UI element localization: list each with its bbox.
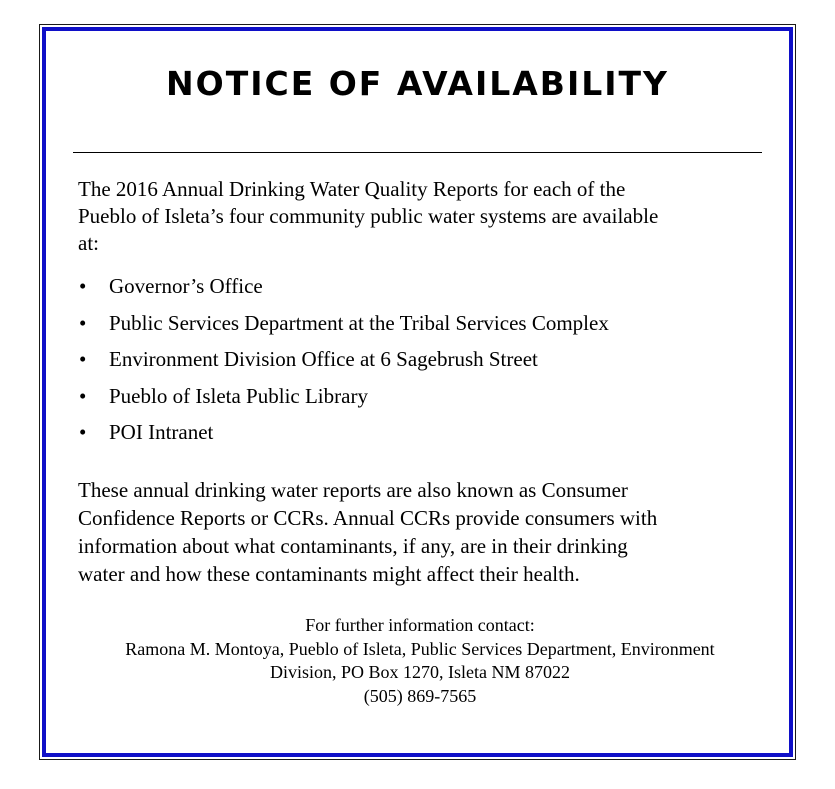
list-item-environment-division [78,344,758,381]
list-item-label: Environment Division Office at 6 Sagebrush Street [109,347,538,371]
title-divider [73,152,762,153]
list-item-label: Governor’s Office [109,274,263,298]
bullet-icon: • [79,274,87,298]
contact-address-line: Ramona M. Montoya, Pueblo of Isleta, Public Services Department, Environment [125,638,715,659]
contact-heading: For further information contact: [305,615,535,635]
list-item-label: Public Services Department at the Tribal Services Complex [109,310,609,335]
list-item-label: POI Intranet [109,420,214,444]
notice-title: NOTICE OF AVAILABILITY [166,64,669,103]
ccr-paragraph [78,476,768,588]
ccr-line: information about what contaminants, if any, are in their drinking [78,534,628,558]
list-item-intranet [78,417,758,454]
contact-address-line: Division, PO Box 1270, Isleta NM 87022 [269,662,570,682]
ccr-line: These annual drinking water reports are also known as Consumer [78,478,628,502]
intro-paragraph [78,176,758,257]
intro-line: Pueblo of Isleta’s four community public water systems are available [78,204,659,228]
contact-phone: (505) 869-7565 [363,685,477,706]
ccr-line: water and how these contaminants might affect their health. [78,562,580,586]
list-item-governors-office [78,271,758,308]
list-item-label: Pueblo of Isleta Public Library [109,383,368,408]
list-item-public-library [78,381,758,418]
locations-list [78,271,758,454]
contact-block [0,614,835,708]
bullet-icon: • [79,347,87,371]
bullet-icon: • [79,420,87,444]
list-item-public-services [78,308,758,345]
bullet-icon: • [79,383,87,408]
intro-line: The 2016 Annual Drinking Water Quality Reports for each of the [78,177,626,201]
bullet-icon: • [79,310,87,335]
ccr-line: Confidence Reports or CCRs. Annual CCRs provide consumers with [78,506,658,530]
intro-line: at: [78,231,99,255]
